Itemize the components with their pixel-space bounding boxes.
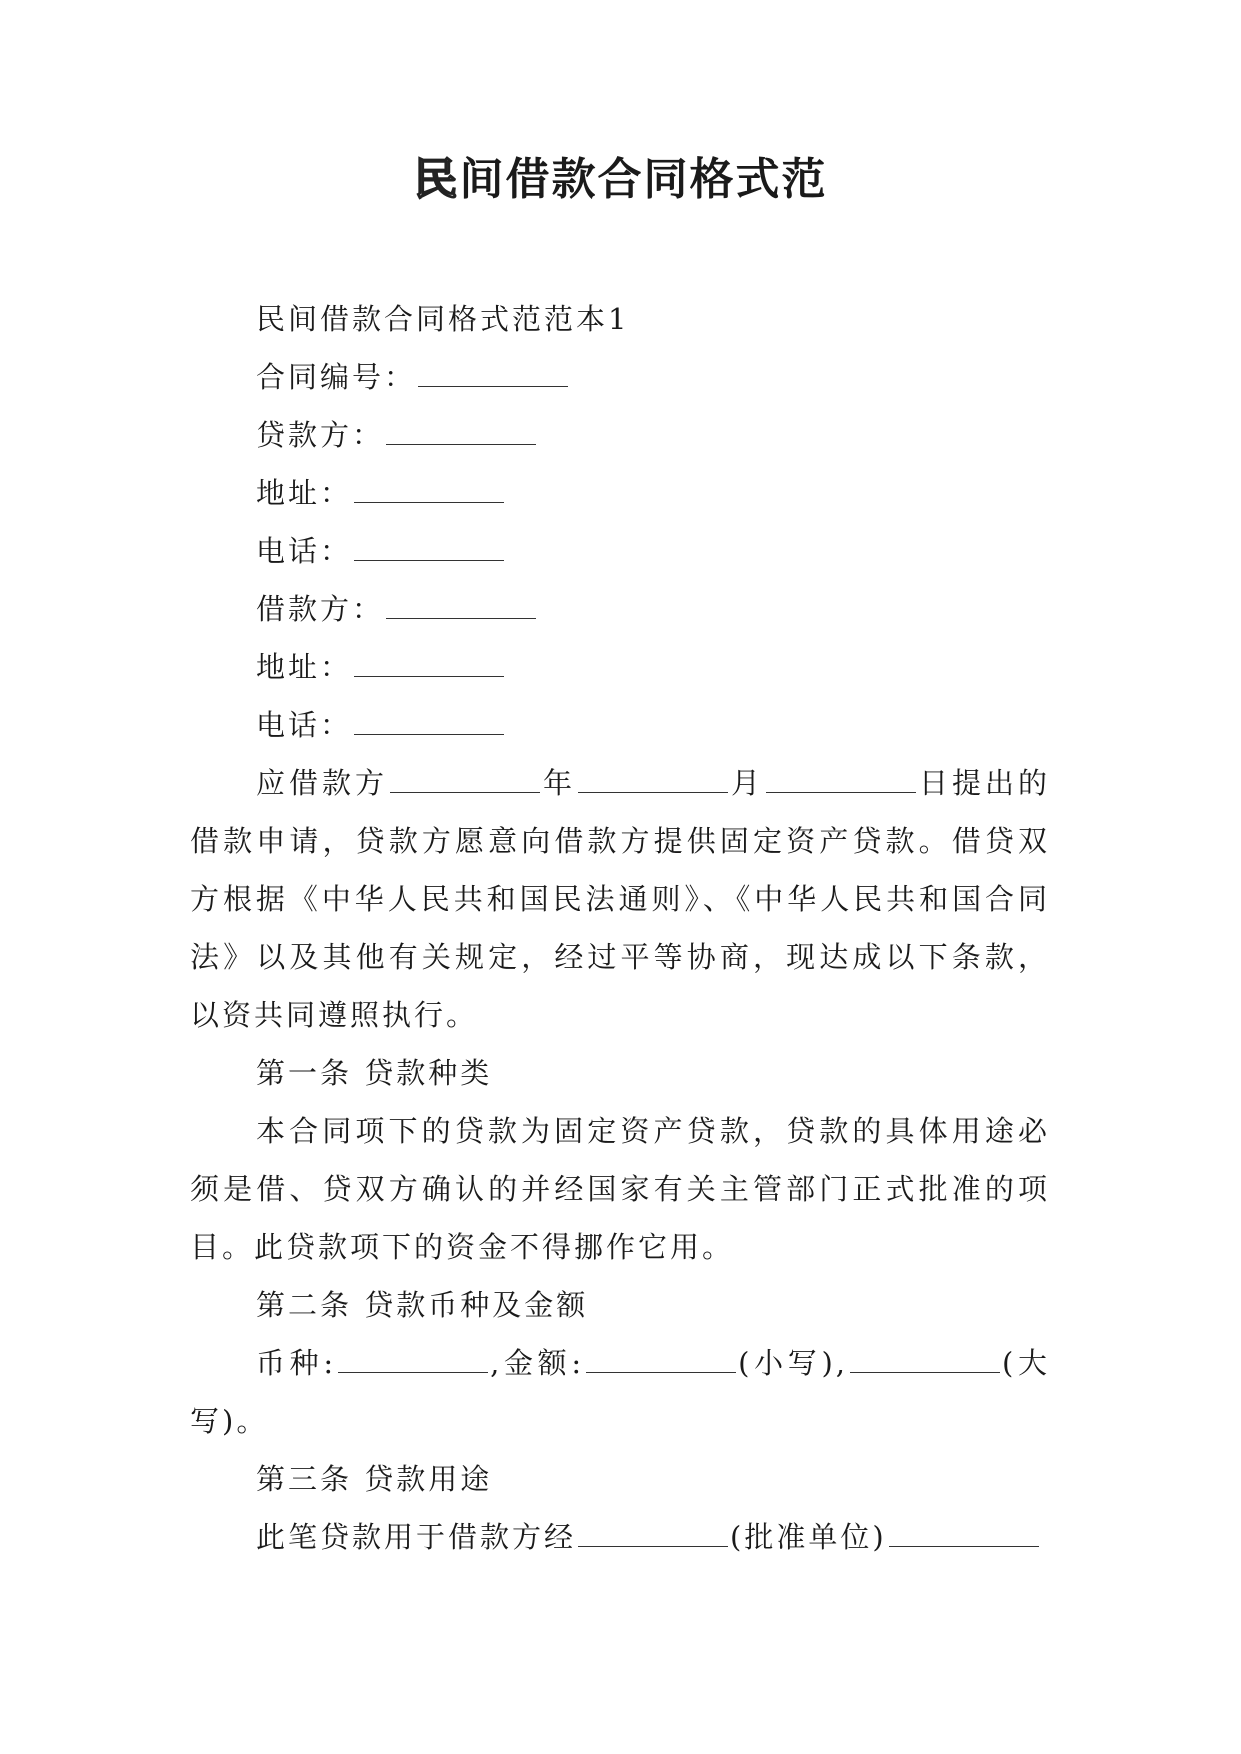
fill-blank[interactable]: [354, 538, 504, 561]
fill-blank-year[interactable]: [390, 770, 540, 793]
title-rest: 间借款合同格式范: [459, 154, 828, 205]
fill-blank[interactable]: [386, 596, 536, 619]
fill-blank-trailing[interactable]: [889, 1524, 1039, 1547]
intro-paragraph: [190, 754, 1050, 1044]
field-label: 合同编号：: [256, 360, 417, 394]
fill-blank-approval-unit[interactable]: [578, 1524, 728, 1547]
fill-blank-month[interactable]: [578, 770, 728, 793]
field-label: 电话：: [256, 708, 353, 742]
amount-label: ,金额:: [490, 1346, 585, 1380]
article2-heading: 第二条 贷款币种及金额: [256, 1288, 589, 1322]
field-lender-phone: [190, 522, 1050, 580]
article3-heading: 第三条 贷款用途: [256, 1462, 493, 1496]
article1-heading: 第一条 贷款种类: [256, 1056, 493, 1090]
fill-blank[interactable]: [354, 712, 504, 735]
article3-text: [190, 1508, 1050, 1566]
year-label: 年: [541, 766, 576, 800]
field-borrower-phone: [190, 696, 1050, 754]
intro-text-cont: 日提出的借款申请，贷款方愿意向借款方提供固定资产贷款。借贷双方根据《中华人民共和国民法通则》、《中华人民共和国合同法》以及其他有关规定，经过平等协商，现达成以下条款，以资共同遵照执行。: [190, 766, 1050, 1032]
article3-text-part1: 此笔贷款用于借款方经: [256, 1520, 577, 1554]
fill-blank-amount-upper[interactable]: [850, 1350, 1000, 1373]
field-borrower: [190, 580, 1050, 638]
field-borrower-address: [190, 638, 1050, 696]
lower-label: (小写),: [738, 1346, 848, 1380]
article1-text: 本合同项下的贷款为固定资产贷款，贷款的具体用途必须是借、贷双方确认的并经国家有关主管部门正式批准的项目。此贷款项下的资金不得挪作它用。: [190, 1114, 1050, 1264]
upper-label: (大写)。: [190, 1346, 1050, 1438]
field-label: 地址：: [256, 650, 353, 684]
template-subtitle: 民间借款合同格式范范本1: [256, 302, 630, 336]
document-title: [0, 150, 1241, 210]
fill-blank[interactable]: [354, 654, 504, 677]
title-first-char: 民: [413, 154, 460, 205]
month-label: 月: [729, 766, 764, 800]
document-body: [190, 290, 1050, 1566]
field-contract-no: [190, 348, 1050, 406]
field-lender-address: [190, 464, 1050, 522]
fill-blank-currency[interactable]: [338, 1350, 488, 1373]
intro-text: 应借款方: [256, 766, 388, 800]
article2-text: [190, 1334, 1050, 1450]
currency-label: 币种:: [256, 1346, 337, 1380]
fill-blank[interactable]: [418, 364, 568, 387]
fill-blank[interactable]: [354, 480, 504, 503]
field-label: 地址：: [256, 476, 353, 510]
field-label: 电话：: [256, 534, 353, 568]
field-label: 借款方：: [256, 592, 385, 626]
field-label: 贷款方：: [256, 418, 385, 452]
fill-blank-amount-lower[interactable]: [586, 1350, 736, 1373]
article3-text-part2: (批准单位): [730, 1520, 887, 1554]
fill-blank-day[interactable]: [766, 770, 916, 793]
fill-blank[interactable]: [386, 422, 536, 445]
field-lender: [190, 406, 1050, 464]
